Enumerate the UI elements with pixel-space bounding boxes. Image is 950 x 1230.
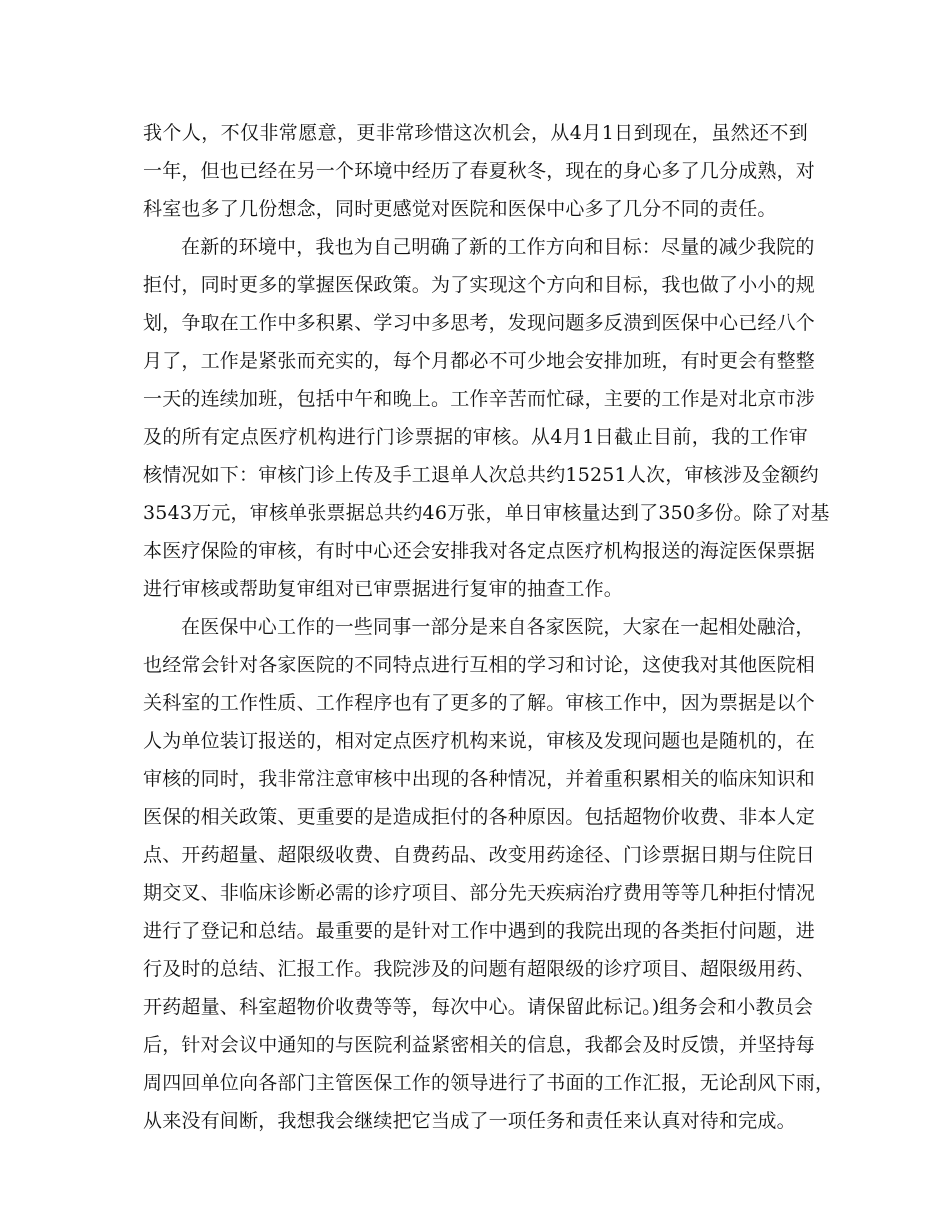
text-line: 医保的相关政策、更重要的是造成拒付的各种原因。包括超物价收费、非本人定 <box>143 806 816 828</box>
text-line: 一天的连续加班，包括中午和晚上。工作辛苦而忙碌，主要的工作是对北京市涉 <box>143 388 816 410</box>
text-line: 从来没有间断，我想我会继续把它当成了一项任务和责任来认真对待和完成。 <box>143 1110 796 1132</box>
text-line: 行及时的总结、汇报工作。我院涉及的问题有超限级的诊疗项目、超限级用药、 <box>143 958 816 980</box>
text-line: 核情况如下：审核门诊上传及手工退单人次总共约15251人次，审核涉及金额约 <box>143 464 819 486</box>
text-line: 一年，但也已经在另一个环境中经历了春夏秋冬，现在的身心多了几分成熟，对 <box>143 160 816 182</box>
text-line: 后，针对会议中通知的与医院利益紧密相关的信息，我都会及时反馈，并坚持每 <box>143 1034 816 1056</box>
text-line: 划，争取在工作中多积累、学习中多思考，发现问题多反溃到医保中心已经八个 <box>143 312 816 334</box>
text-line: 点、开药超量、超限级收费、自费药品、改变用药途径、门诊票据日期与住院日 <box>143 844 816 866</box>
text-line: 期交叉、非临床诊断必需的诊疗项目、部分先天疾病治疗费用等等几种拒付情况 <box>143 882 816 904</box>
text-line: 在医保中心工作的一些同事一部分是来自各家医院，大家在一起相处融洽， <box>181 616 815 638</box>
text-line: 拒付，同时更多的掌握医保政策。为了实现这个方向和目标，我也做了小小的规 <box>143 274 816 296</box>
text-line: 周四回单位向各部门主管医保工作的领导进行了书面的工作汇报，无论刮风下雨， <box>143 1072 835 1094</box>
text-line: 开药超量、科室超物价收费等等，每次中心。请保留此标记。)组务会和小教员会 <box>143 996 814 1018</box>
text-line: 3543万元，审核单张票据总共约46万张，单日审核量达到了350多份。除了对基 <box>143 502 830 524</box>
text-line: 人为单位装订报送的，相对定点医疗机构来说，审核及发现问题也是随机的，在 <box>143 730 816 752</box>
text-line: 也经常会针对各家医院的不同特点进行互相的学习和讨论，这使我对其他医院相 <box>143 654 816 676</box>
text-line: 进行了登记和总结。最重要的是针对工作中遇到的我院出现的各类拒付问题，进 <box>143 920 816 942</box>
text-line: 审核的同时，我非常注意审核中出现的各种情况，并着重积累相关的临床知识和 <box>143 768 816 790</box>
text-line: 在新的环境中，我也为自己明确了新的工作方向和目标：尽量的减少我院的 <box>181 236 815 258</box>
text-line: 进行审核或帮助复审组对已审票据进行复审的抽查工作。 <box>143 578 624 600</box>
text-line: 我个人，不仅非常愿意，更非常珍惜这次机会，从4月1日到现在，虽然还不到 <box>143 122 808 144</box>
text-line: 科室也多了几份想念，同时更感觉对医院和医保中心多了几分不同的责任。 <box>143 198 777 220</box>
text-line: 及的所有定点医疗机构进行门诊票据的审核。从4月1日截止目前，我的工作审 <box>143 426 808 448</box>
text-line: 月了，工作是紧张而充实的，每个月都必不可少地会安排加班，有时更会有整整 <box>143 350 816 372</box>
text-line: 关科室的工作性质、工作程序也有了更多的了解。审核工作中，因为票据是以个 <box>143 692 816 714</box>
text-line: 本医疗保险的审核，有时中心还会安排我对各定点医疗机构报送的海淀医保票据 <box>143 540 816 562</box>
document-body <box>143 114 835 1140</box>
